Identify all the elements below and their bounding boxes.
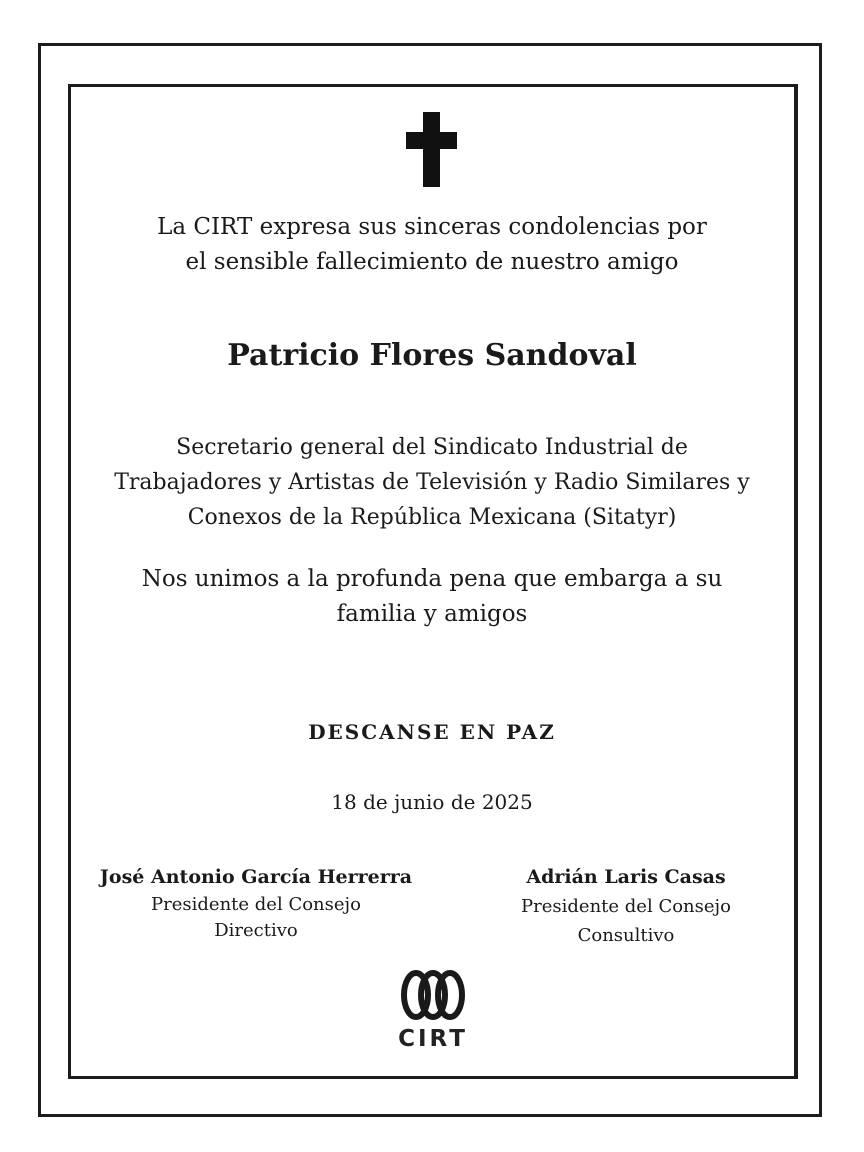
cirt-logo xyxy=(394,966,472,1056)
signer-name: José Antonio García Herrerra xyxy=(99,866,413,888)
rest-in-peace-heading: DESCANSE EN PAZ xyxy=(308,720,556,744)
signer-name: Adrián Laris Casas xyxy=(526,866,726,888)
signer-left xyxy=(70,862,442,944)
cross-icon xyxy=(406,112,457,187)
deceased-position xyxy=(90,430,774,535)
intro-text xyxy=(90,210,774,280)
deceased-name: Patricio Flores Sandoval xyxy=(227,338,637,373)
signer-role-line: Presidente del Consejo xyxy=(521,896,731,917)
cirt-logo-icon xyxy=(394,966,472,1026)
position-line: Conexos de la República Mexicana (Sitatyr) xyxy=(187,505,677,530)
logo-text: CIRT xyxy=(398,1026,468,1052)
position-line: Secretario general del Sindicato Industrial de xyxy=(176,435,688,460)
signer-right xyxy=(470,862,782,950)
signer-role-line: Directivo xyxy=(214,920,298,941)
signer-role-line: Consultivo xyxy=(577,925,675,946)
intro-line: el sensible fallecimiento de nuestro amigo xyxy=(185,249,679,275)
intro-line: La CIRT expresa sus sinceras condolencias por xyxy=(157,214,707,240)
signer-role-line: Presidente del Consejo xyxy=(151,894,361,915)
condolence-line: familia y amigos xyxy=(336,601,528,627)
condolence-line: Nos unimos a la profunda pena que embarga a su xyxy=(141,566,723,592)
notice-date: 18 de junio de 2025 xyxy=(331,790,533,814)
position-line: Trabajadores y Artistas de Televisión y Radio Similares y xyxy=(114,470,750,495)
condolence-text xyxy=(90,562,774,632)
